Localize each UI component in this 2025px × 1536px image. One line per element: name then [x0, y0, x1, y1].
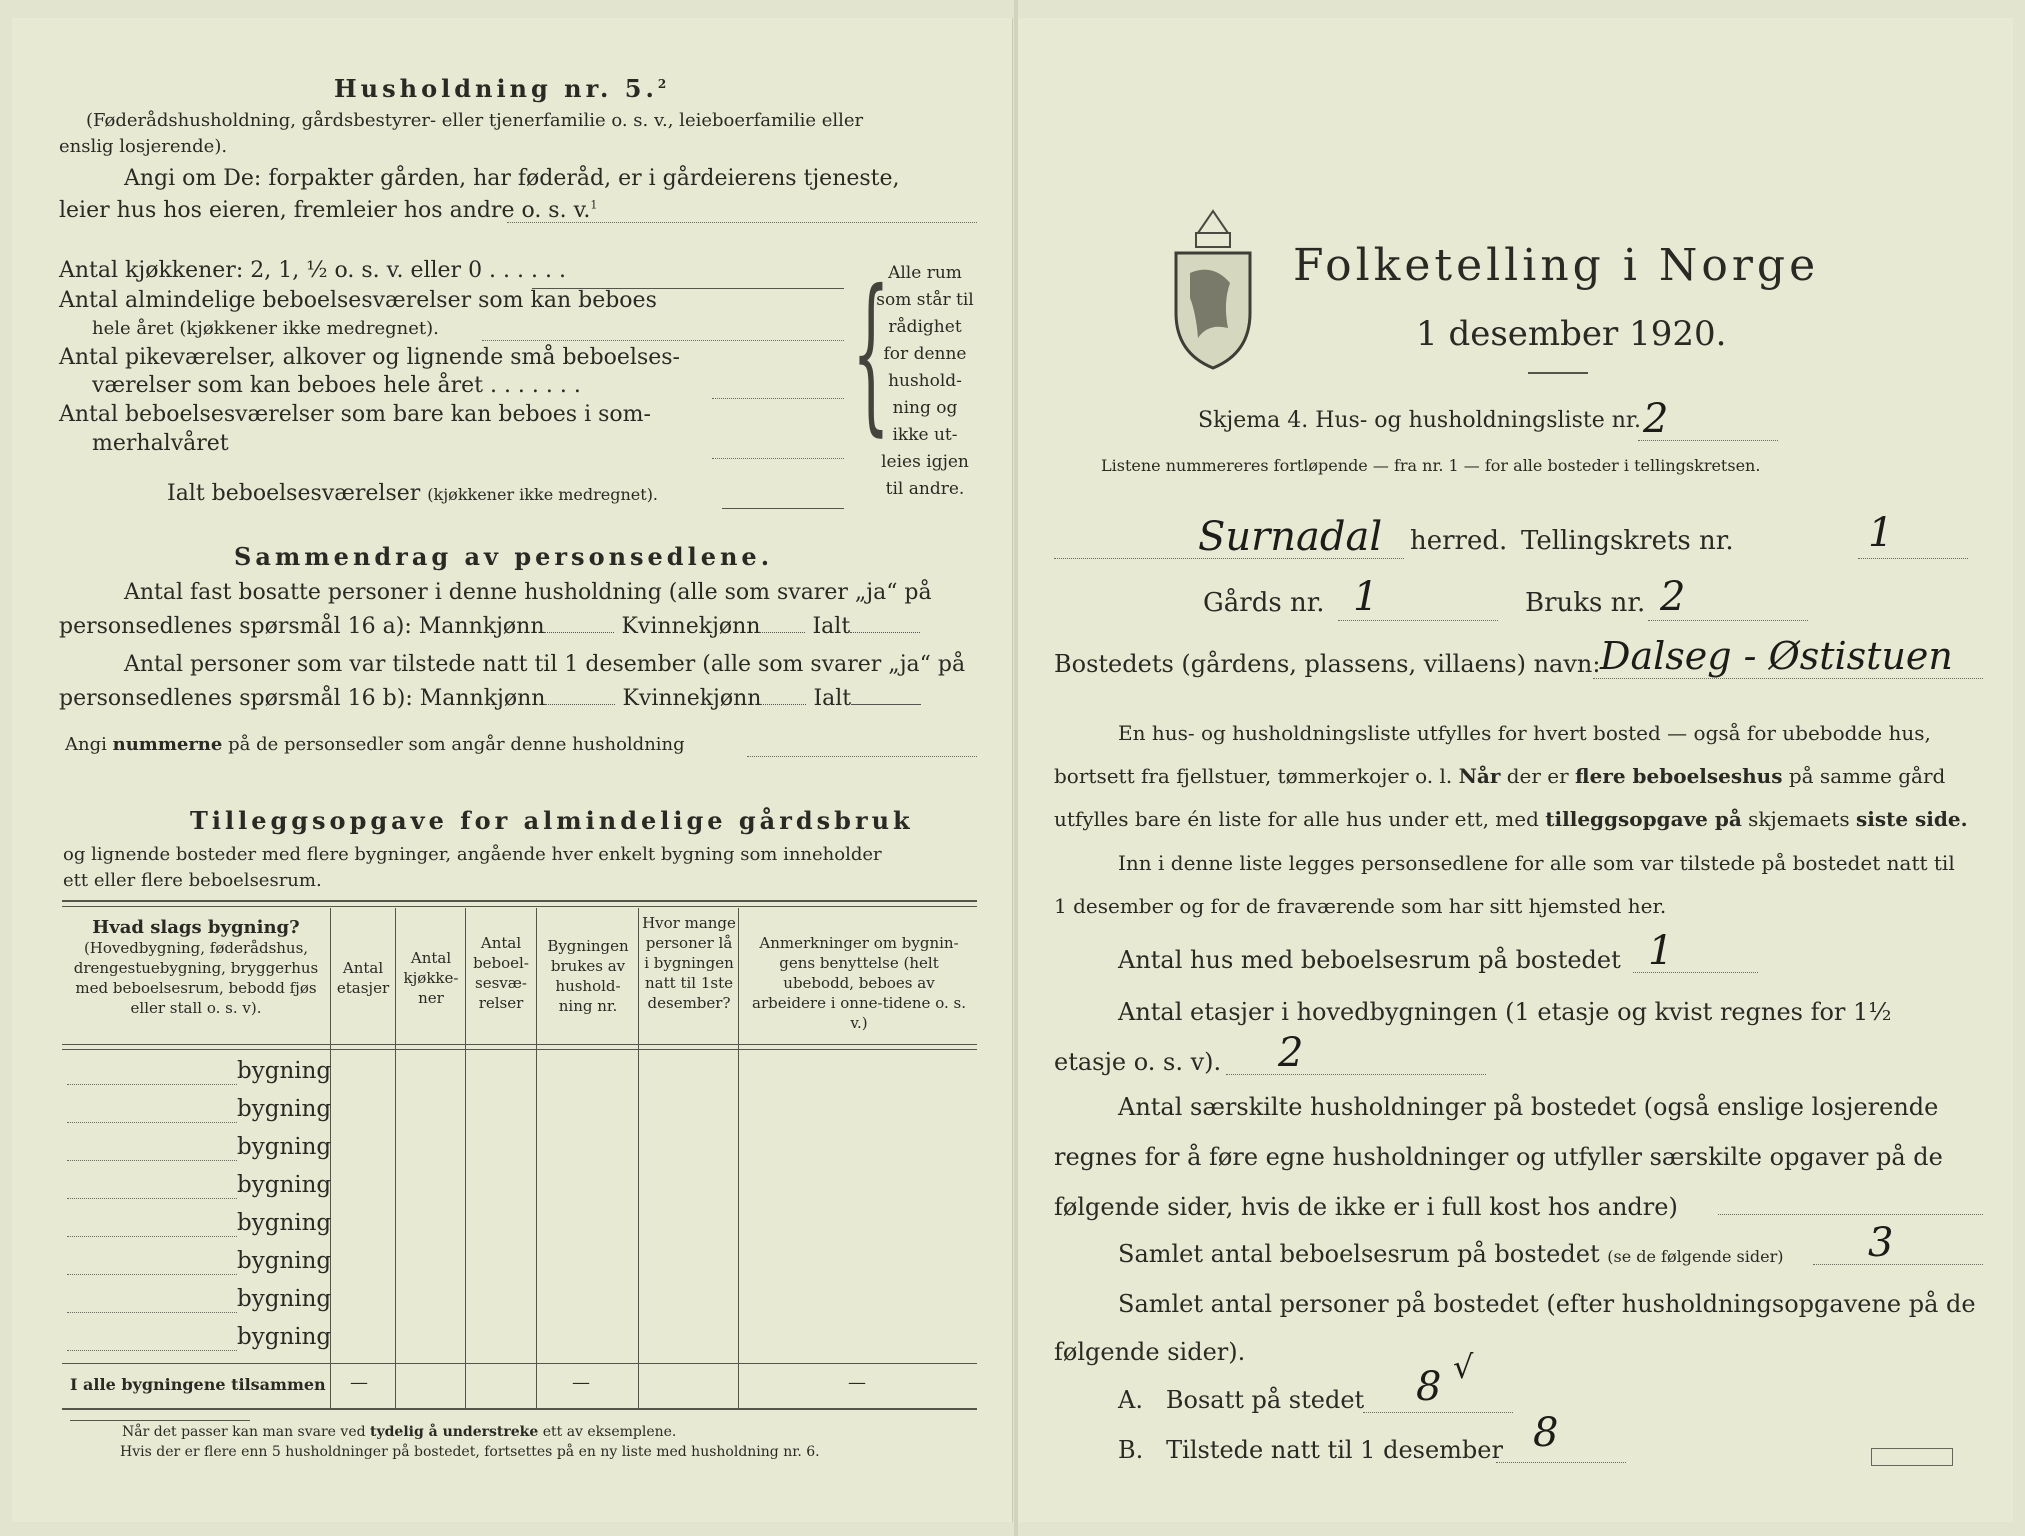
gards-field[interactable]	[1338, 620, 1498, 621]
building-row-3-label: bygning	[237, 1134, 332, 1160]
building-row-6-field[interactable]	[67, 1274, 237, 1275]
instructions-line-5: 1 desember og for de fraværende som har sitt hjemsted her.	[1054, 894, 1667, 918]
instructions-line-4: Inn i denne liste legges personsedlene for alle som var tilstede på bostedet natt til	[1118, 851, 1955, 875]
bosted-field[interactable]	[1593, 678, 1983, 679]
summer-rooms-label-2: merhalvåret	[92, 431, 229, 456]
col-divider-5	[638, 908, 639, 1408]
intro-line-3: Angi om De: forpakter gården, har føderåd, er i gårdeierens tjeneste,	[124, 166, 900, 191]
left-page	[12, 18, 1013, 1522]
building-row-7-field[interactable]	[67, 1312, 237, 1313]
brace-symbol: {	[852, 254, 890, 452]
total-household-dash: —	[572, 1372, 590, 1393]
rooms-total-value: 3	[1868, 1220, 1894, 1266]
intro-line-2: enslig losjerende).	[59, 136, 228, 157]
header-building-type: Hvad slags bygning? (Hovedbygning, føderådshus, drengestuebygning, bryggerhus med beboelsesrum, bebodd fjøs eller stall o. s. v).	[73, 917, 319, 1017]
instructions-line-2: bortsett fra fjellstuer, tømmerkojer o. l. Når der er flere beboelseshus på samme gård	[1054, 764, 1946, 788]
ordinary-rooms-field[interactable]	[482, 340, 844, 341]
floors-label-2: etasje o. s. v).	[1054, 1048, 1222, 1076]
supplement-text-2: ett eller flere beboelsesrum.	[63, 870, 322, 891]
schema-label: Skjema 4. Hus- og husholdningsliste nr.	[1198, 408, 1641, 433]
building-row-1-field[interactable]	[67, 1084, 237, 1085]
total-rooms-label: Ialt beboelsesværelser (kjøkkener ikke medregnet).	[167, 481, 659, 506]
present-field[interactable]	[1496, 1462, 1626, 1463]
intro-answer-line[interactable]	[507, 222, 977, 223]
building-row-8-field[interactable]	[67, 1350, 237, 1351]
household-title: Husholdning nr. 5.$^2$	[334, 74, 671, 103]
supplement-title: Tilleggsopgave for almindelige gårdsbruk	[190, 806, 914, 835]
col-divider-6	[738, 908, 739, 1408]
schema-value: 2	[1643, 396, 1669, 442]
krets-label: Tellingskrets nr.	[1521, 526, 1734, 556]
krets-value: 1	[1868, 510, 1894, 556]
summary-line-5: Angi nummerne på de personsedler som angår denne husholdning	[65, 734, 685, 755]
table-total-rule	[62, 1363, 977, 1364]
census-title: Folketelling i Norge	[1293, 240, 1820, 291]
bosted-value: Dalseg - Østistuen	[1600, 634, 1953, 678]
households-label-1: Antal særskilte husholdninger på bostedet (også enslige losjerende	[1118, 1093, 1939, 1121]
building-row-5-field[interactable]	[67, 1236, 237, 1237]
krets-field[interactable]	[1858, 558, 1968, 559]
households-field[interactable]	[1718, 1214, 1983, 1215]
instructions-line-1: En hus- og husholdningsliste utfylles for hvert bosted — også for ubebodde hus,	[1118, 721, 1931, 745]
floors-value: 2	[1278, 1030, 1304, 1076]
building-row-3-field[interactable]	[67, 1160, 237, 1161]
footnote-line-2: Hvis der er flere enn 5 husholdninger på bostedet, fortsettes på en ny liste med husholdning nr. 6.	[120, 1444, 820, 1460]
col-divider-2	[395, 908, 396, 1408]
houses-field[interactable]	[1633, 972, 1758, 973]
right-page	[1018, 18, 2013, 1522]
building-row-6-label: bygning	[237, 1248, 332, 1274]
resident-checkmark: √	[1453, 1348, 1474, 1386]
gards-value: 1	[1353, 574, 1379, 620]
present-label: B. Tilstede natt til 1 desember	[1118, 1436, 1503, 1464]
table-top-rule-2	[62, 906, 977, 907]
header-floors: Antal etasjer	[336, 959, 390, 997]
persons-label-2: følgende sider).	[1054, 1338, 1246, 1366]
col-divider-3	[465, 908, 466, 1408]
schema-field[interactable]	[1638, 440, 1778, 441]
header-household-nr: Bygningen brukes av hushold-ning nr.	[547, 937, 629, 1015]
header-kitchens: Antal kjøkke-ner	[403, 949, 459, 1007]
bruks-label: Bruks nr.	[1525, 588, 1646, 618]
floors-field[interactable]	[1226, 1074, 1486, 1075]
table-top-rule	[62, 900, 977, 902]
building-row-1-label: bygning	[237, 1058, 332, 1084]
rooms-total-label: Samlet antal beboelsesrum på bostedet (se de følgende sider)	[1118, 1240, 1784, 1268]
census-date: 1 desember 1920.	[1416, 314, 1727, 354]
total-rooms-field[interactable]	[722, 508, 844, 509]
header-remarks: Anmerkninger om bygnin-gens benyttelse (helt ubebodd, beboes av arbeidere i onne-tidene o. s. v.)	[752, 934, 966, 1032]
table-header-rule-2	[62, 1049, 977, 1050]
summary-title: Sammendrag av personsedlene.	[234, 542, 774, 571]
resident-value: 8	[1416, 1364, 1442, 1410]
ordinary-rooms-label: Antal almindelige beboelsesværelser som kan beboes	[59, 288, 657, 313]
table-bottom-rule	[62, 1408, 977, 1410]
total-row-label: I alle bygningene tilsammen	[70, 1375, 326, 1394]
title-rule	[1528, 372, 1588, 374]
intro-line-4: leier hus hos eieren, fremleier hos andre o. s. v.$^1$	[59, 198, 598, 223]
header-persons: Hvor mange personer lå i bygningen natt til 1ste desember?	[642, 914, 736, 1012]
rooms-total-field[interactable]	[1813, 1264, 1983, 1265]
header-rooms: Antal beboel-sesvæ-relser	[473, 934, 529, 1012]
building-row-8-label: bygning	[237, 1324, 332, 1350]
summary-line-3: Antal personer som var tilstede natt til 1 desember (alle som svarer „ja“ på	[124, 652, 966, 677]
houses-value: 1	[1648, 928, 1674, 974]
building-row-4-label: bygning	[237, 1172, 332, 1198]
households-label-3: følgende sider, hvis de ikke er i full kost hos andre)	[1054, 1193, 1678, 1221]
col-divider-4	[536, 908, 537, 1408]
resident-field[interactable]	[1363, 1412, 1513, 1413]
building-row-5-label: bygning	[237, 1210, 332, 1236]
building-row-7-label: bygning	[237, 1286, 332, 1312]
bruks-value: 2	[1660, 574, 1686, 620]
footnote-line-1: Når det passer kan man svare ved tydelig å understreke ett av eksemplene.	[122, 1424, 677, 1440]
present-value: 8	[1533, 1410, 1559, 1456]
herred-value: Surnadal	[1198, 514, 1383, 560]
intro-line-1: (Føderådshusholdning, gårdsbestyrer- eller tjenerfamilie o. s. v., leieboerfamilie eller	[86, 110, 864, 131]
coat-of-arms-icon	[1168, 203, 1258, 373]
side-note: Alle rum som står til rådighet for denne hushold- ning og ikke ut- leies igjen til andre.	[876, 263, 974, 499]
kitchens-label: Antal kjøkkener: 2, 1, ½ o. s. v. eller 0 . . . . . .	[59, 258, 566, 283]
gards-label: Gårds nr.	[1203, 588, 1325, 618]
printer-stamp	[1871, 1448, 1953, 1466]
bosted-label: Bostedets (gårdens, plassens, villaens) navn:	[1054, 650, 1601, 678]
building-row-2-field[interactable]	[67, 1122, 237, 1123]
supplement-text-1: og lignende bosteder med flere bygninger, angående hver enkelt bygning som inneholder	[63, 844, 882, 865]
summer-rooms-field[interactable]	[712, 458, 844, 459]
maid-rooms-field[interactable]	[712, 398, 844, 399]
households-label-2: regnes for å føre egne husholdninger og utfyller særskilte opgaver på de	[1054, 1143, 1943, 1171]
floors-label-1: Antal etasjer i hovedbygningen (1 etasje og kvist regnes for 1½	[1118, 998, 1892, 1026]
total-floors-dash: —	[350, 1372, 368, 1393]
summary-line-2: personsedlenes spørsmål 16 a): Mannkjønn Kvinnekjønn Ialt	[59, 614, 920, 639]
building-row-4-field[interactable]	[67, 1198, 237, 1199]
maid-rooms-label: Antal pikeværelser, alkover og lignende små beboelses-	[59, 345, 680, 370]
summary-line-1: Antal fast bosatte personer i denne husholdning (alle som svarer „ja“ på	[124, 580, 932, 605]
total-remarks-dash: —	[848, 1372, 866, 1393]
numbering-note: Listene nummereres fortløpende — fra nr. 1 — for alle bosteder i tellingskretsen.	[1101, 456, 1761, 475]
table-header-rule	[62, 1044, 977, 1045]
maid-rooms-label-2: værelser som kan beboes hele året . . . . . . .	[92, 373, 581, 398]
persons-label-1: Samlet antal personer på bostedet (efter husholdningsopgavene på de	[1118, 1290, 1976, 1318]
summer-rooms-label: Antal beboelsesværelser som bare kan beboes i som-	[59, 402, 651, 427]
person-numbers-field[interactable]	[747, 756, 977, 757]
summary-line-4: personsedlenes spørsmål 16 b): Mannkjønn Kvinnekjønn Ialt	[59, 686, 921, 711]
building-row-2-label: bygning	[237, 1096, 332, 1122]
resident-label: A. Bosatt på stedet	[1118, 1386, 1365, 1414]
instructions-line-3: utfylles bare én liste for alle hus under ett, med tilleggsopgave på skjemaets siste side.	[1054, 807, 1968, 831]
footnote-rule	[70, 1420, 250, 1421]
ordinary-rooms-label-2: hele året (kjøkkener ikke medregnet).	[92, 318, 439, 339]
herred-label: herred.	[1410, 526, 1508, 556]
houses-label: Antal hus med beboelsesrum på bostedet	[1118, 946, 1621, 974]
bruks-field[interactable]	[1648, 620, 1808, 621]
